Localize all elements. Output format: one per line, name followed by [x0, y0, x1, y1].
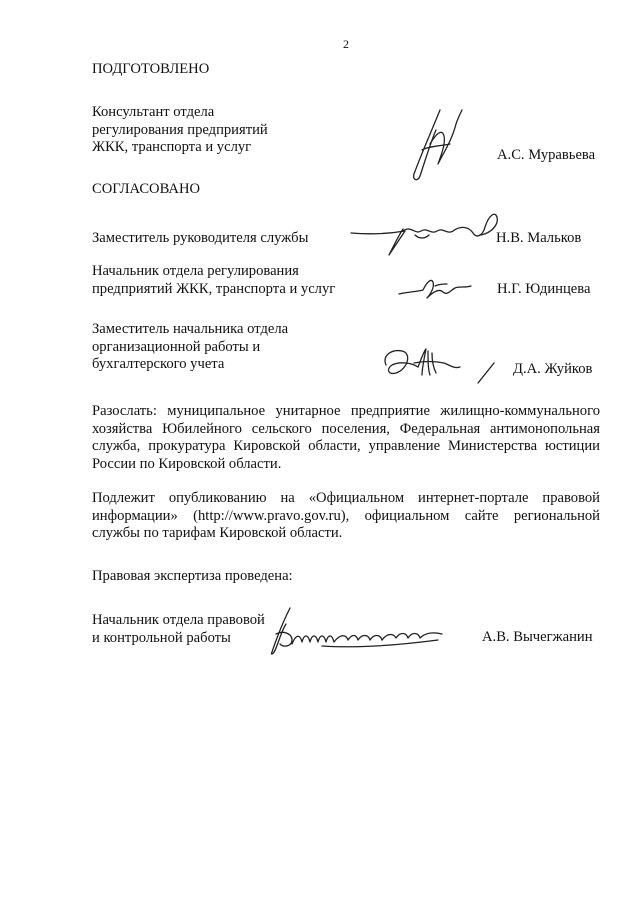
position-line: Начальник отдела регулирования — [92, 263, 299, 279]
agreed-heading: СОГЛАСОВАНО — [92, 181, 201, 197]
paragraph-line: Подлежит опубликованию на «Официальном интернет-портале правовой — [92, 490, 600, 506]
paragraph-line: служба, прокуратура Кировской области, управление Министерства юстиции — [92, 438, 600, 454]
page-number: 2 — [343, 37, 349, 51]
signature-muravyeva — [400, 100, 470, 190]
paragraph-line: России по Кировской области. — [92, 455, 282, 472]
signer-name: Н.В. Мальков — [496, 230, 582, 246]
signer-position — [92, 263, 335, 298]
signer-position — [92, 230, 308, 248]
position-line: Заместитель начальника отдела — [92, 321, 289, 337]
position-line: регулирования предприятий — [92, 121, 268, 138]
signer-name: Н.Г. Юдинцева — [497, 281, 591, 297]
signature-vychegzhanin — [262, 604, 452, 664]
position-line: ЖКК, транспорта и услуг — [92, 139, 252, 155]
signer-name: Д.А. Жуйков — [513, 361, 593, 377]
position-line: предприятий ЖКК, транспорта и услуг — [92, 280, 336, 297]
signature-malkov — [345, 205, 505, 265]
legal-review-statement: Правовая экспертиза проведена: — [92, 568, 293, 584]
prepared-heading: ПОДГОТОВЛЕНО — [92, 61, 210, 77]
distribution-paragraph — [92, 403, 600, 473]
position-line: организационной работы и — [92, 338, 261, 355]
prepared-name: А.С. Муравьева — [497, 147, 596, 163]
position-line: Консультант отдела — [92, 104, 215, 120]
publication-paragraph — [92, 490, 600, 543]
position-line: Заместитель руководителя службы — [92, 230, 309, 246]
position-line: и контрольной работы — [92, 629, 231, 646]
signature-zhuykov — [378, 343, 498, 387]
signature-yudintseva — [395, 274, 475, 304]
paragraph-line: службы по тарифам Кировской области. — [92, 525, 343, 541]
legal-review-name: А.В. Вычегжанин — [482, 629, 593, 645]
signer-position — [92, 321, 288, 374]
paragraph-line: хозяйства Юбилейного сельского поселения, Федеральная антимонопольная — [92, 420, 600, 437]
paragraph-line: информации» (http://www.pravo.gov.ru), официальном сайте региональной — [92, 507, 600, 524]
legal-review-position — [92, 612, 265, 647]
position-line: Начальник отдела правовой — [92, 612, 265, 628]
position-line: бухгалтерского учета — [92, 356, 225, 372]
paragraph-line: Разослать: муниципальное унитарное предприятие жилищно-коммунального — [92, 403, 600, 419]
prepared-position — [92, 104, 268, 157]
